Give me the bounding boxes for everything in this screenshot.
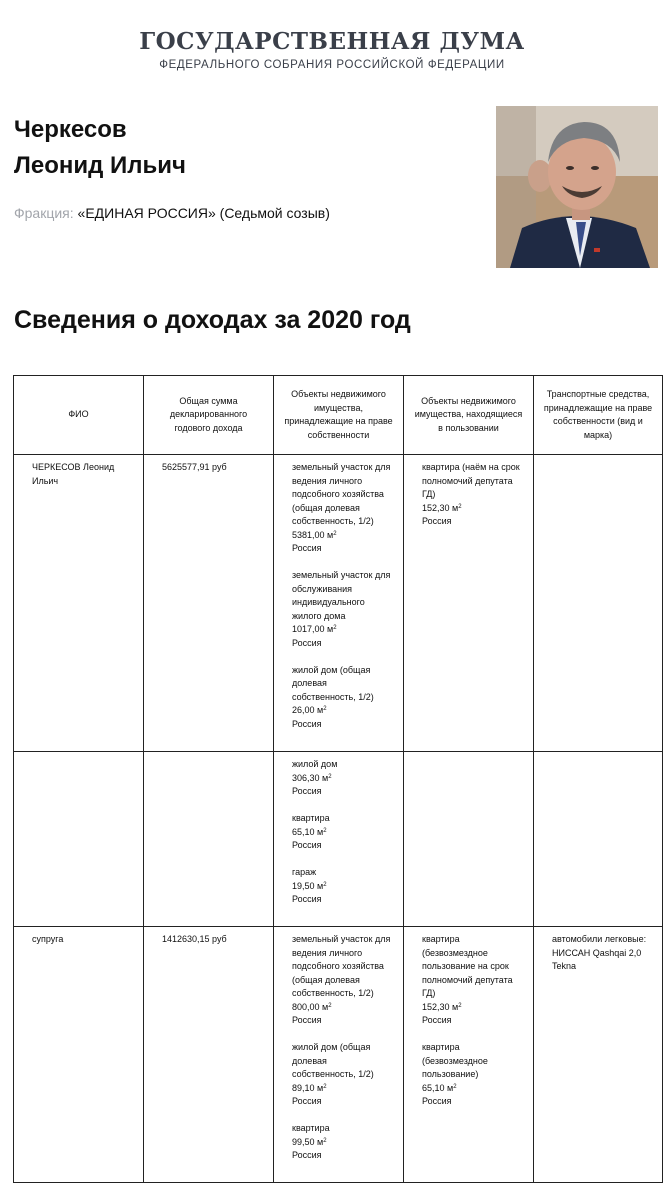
cell-income: 1412630,15 руб <box>144 927 274 1183</box>
table-row <box>14 927 663 1183</box>
property-desc: квартира (безвозмездное пользование) <box>422 1042 488 1079</box>
property-entry <box>422 461 521 529</box>
cell-income <box>144 752 274 927</box>
site-header <box>0 28 664 71</box>
property-desc: гараж <box>292 867 317 877</box>
cell-name <box>14 752 144 927</box>
portrait-image <box>496 106 658 268</box>
cell-vehicles: автомобили легковые: НИССАН Qashqai 2,0 Tekna <box>534 927 663 1183</box>
property-country: Россия <box>422 516 452 526</box>
property-area: 5381,00 $м^2$ <box>292 529 337 540</box>
property-area: 26,00 $м^2$ <box>292 705 327 715</box>
property-desc: земельный участок для ведения личного подсобного хозяйства (общая долевая собственность, 1/2) <box>292 934 391 998</box>
cell-owned-property <box>274 752 404 927</box>
table-header-row <box>14 376 663 455</box>
property-entry <box>292 1041 391 1109</box>
fraction-label: Фракция: <box>14 205 74 221</box>
cell-owned-property <box>274 927 404 1183</box>
deputy-given-names: Леонид Ильич <box>14 152 186 179</box>
cell-used-property <box>404 752 534 927</box>
deputy-fraction <box>14 205 330 221</box>
col-header-used-property: Объекты недвижимого имущества, находящиеся в пользовании <box>404 376 534 455</box>
property-entry <box>292 866 391 907</box>
property-area: 19,50 $м^2$ <box>292 880 327 891</box>
property-entry <box>292 461 391 556</box>
property-entry <box>422 1041 521 1109</box>
property-desc: земельный участок для ведения личного подсобного хозяйства (общая долевая собственность, 1/2) <box>292 462 391 526</box>
property-desc: квартира (наём на срок полномочий депутата ГД) <box>422 462 520 499</box>
property-country: Россия <box>292 1150 322 1160</box>
site-subtitle: ФЕДЕРАЛЬНОГО СОБРАНИЯ РОССИЙСКОЙ ФЕДЕРАЦИИ <box>159 59 505 71</box>
income-declaration-table <box>13 375 663 1183</box>
table-row <box>14 455 663 752</box>
cell-name: супруга <box>14 927 144 1183</box>
cell-vehicles <box>534 752 663 927</box>
property-desc: квартира (безвозмездное пользование на срок полномочий депутата ГД) <box>422 934 513 998</box>
property-desc: квартира <box>292 1123 330 1133</box>
property-entry <box>292 933 391 1028</box>
property-area: 800,00 $м^2$ <box>292 1001 332 1012</box>
property-entry <box>292 569 391 650</box>
property-area: 152,30 $м^2$ <box>422 502 462 513</box>
property-desc: жилой дом <box>292 759 338 769</box>
property-area: 152,30 $м^2$ <box>422 1001 462 1012</box>
property-desc: квартира <box>292 813 330 823</box>
property-country: Россия <box>292 1015 322 1025</box>
deputy-surname: Черкесов <box>14 116 127 143</box>
property-entry <box>292 1122 391 1163</box>
col-header-owned-property: Объекты недвижимого имущества, принадлежащие на праве собственности <box>274 376 404 455</box>
property-area: 65,10 $м^2$ <box>292 826 327 837</box>
cell-used-property <box>404 927 534 1183</box>
property-entry <box>292 664 391 732</box>
property-area: 306,30 $м^2$ <box>292 772 332 783</box>
col-header-fio: ФИО <box>14 376 144 455</box>
property-area: 65,10 $м^2$ <box>422 1082 457 1093</box>
property-area: 89,10 $м^2$ <box>292 1082 327 1093</box>
property-desc: земельный участок для обслуживания индивидуального жилого дома <box>292 570 391 621</box>
fraction-value[interactable]: «ЕДИНАЯ РОССИЯ» (Седьмой созыв) <box>77 205 330 221</box>
cell-vehicles <box>534 455 663 752</box>
site-title[interactable]: ГОСУДАРСТВЕННАЯ ДУМА <box>139 28 525 55</box>
property-country: Россия <box>292 543 322 553</box>
property-area: 1017,00 $м^2$ <box>292 624 337 634</box>
property-country: Россия <box>292 894 322 904</box>
property-entry <box>422 933 521 1028</box>
property-country: Россия <box>422 1096 452 1106</box>
table-row <box>14 752 663 927</box>
property-country: Россия <box>292 718 322 729</box>
property-entry <box>292 758 391 799</box>
property-country: Россия <box>422 1015 452 1025</box>
cell-income: 5625577,91 руб <box>144 455 274 752</box>
property-country: Россия <box>292 637 322 648</box>
property-desc: жилой дом (общая долевая собственность, 1/2) <box>292 1042 374 1079</box>
property-country: Россия <box>292 786 322 796</box>
col-header-vehicles: Транспортные средства, принадлежащие на праве собственности (вид и марка) <box>534 376 663 455</box>
cell-name: ЧЕРКЕСОВ Леонид Ильич <box>14 455 144 752</box>
property-area: 99,50 $м^2$ <box>292 1136 327 1147</box>
section-title: Сведения о доходах за 2020 год <box>14 306 411 334</box>
cell-owned-property <box>274 455 404 752</box>
property-desc: жилой дом (общая долевая собственность, 1/2) <box>292 664 374 702</box>
col-header-income: Общая сумма декларированного годового дохода <box>144 376 274 455</box>
deputy-photo <box>496 106 658 268</box>
cell-used-property <box>404 455 534 752</box>
property-country: Россия <box>292 1096 322 1106</box>
property-country: Россия <box>292 840 322 850</box>
deputy-name <box>14 112 186 184</box>
property-entry <box>292 812 391 853</box>
